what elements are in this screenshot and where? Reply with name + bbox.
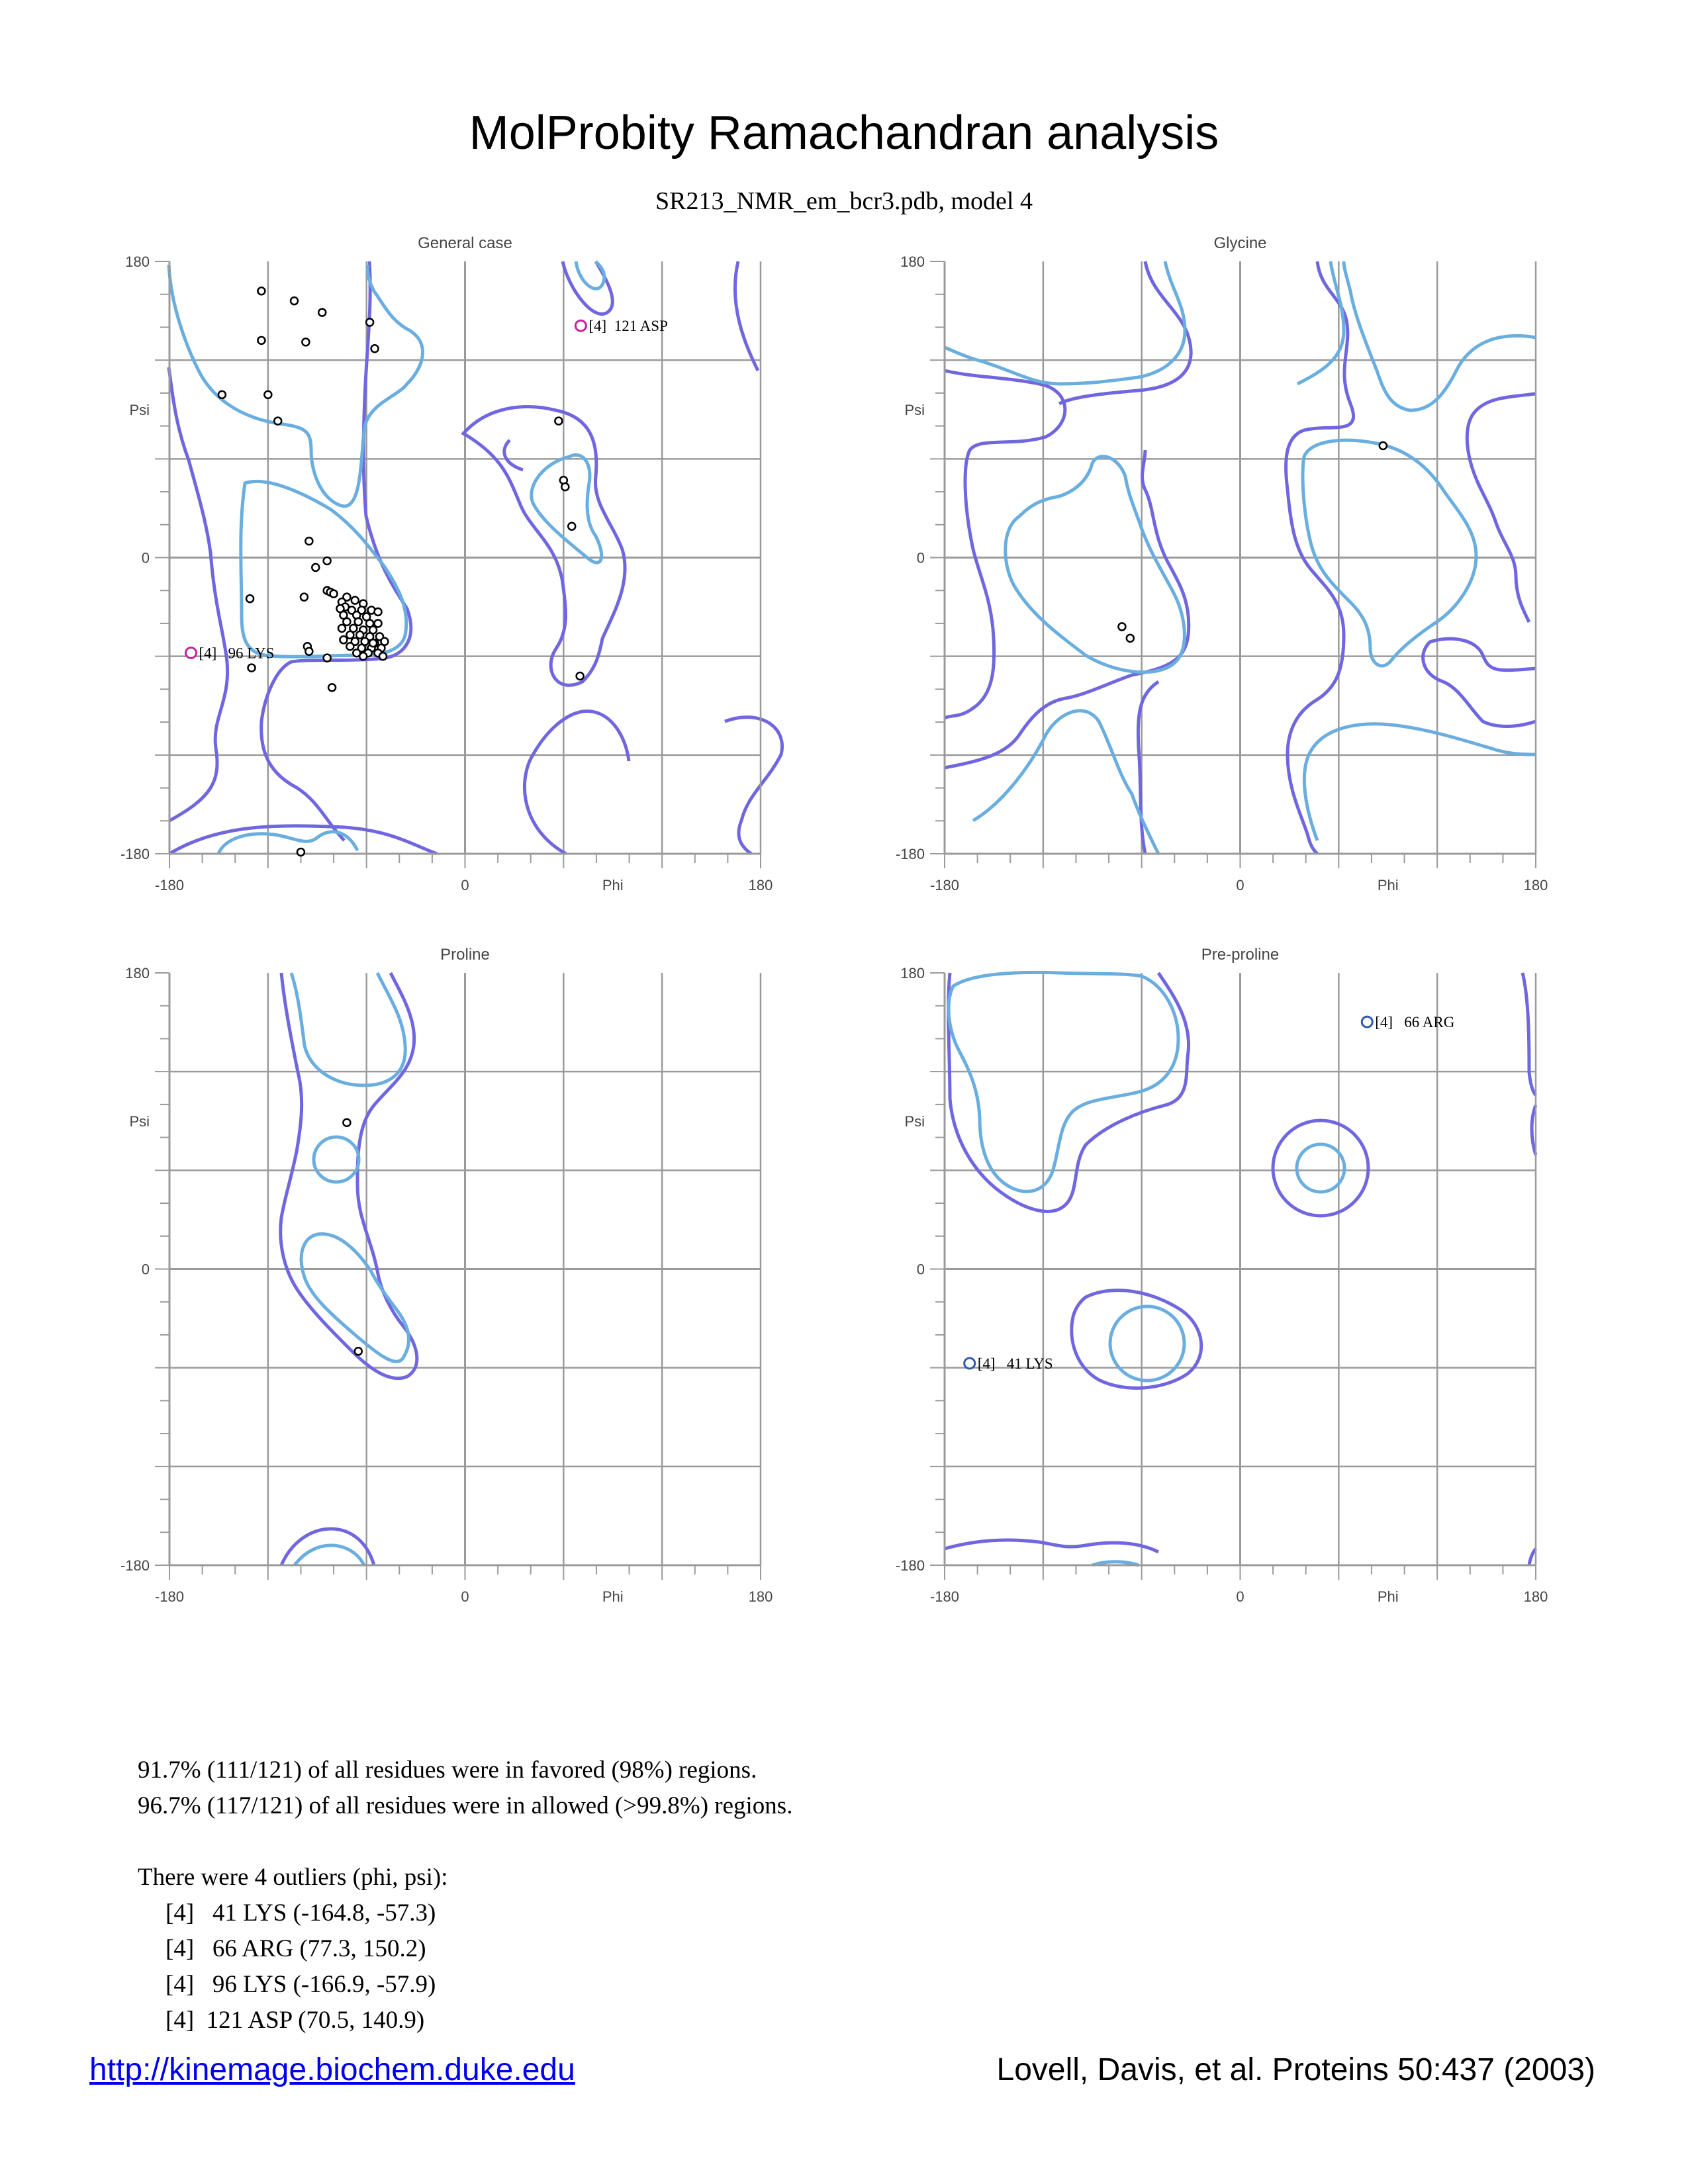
kinemage-link[interactable]: http://kinemage.biochem.duke.edu — [89, 2052, 575, 2087]
grid-lines — [169, 261, 761, 854]
outlier-item: [4] 66 ARG (77.3, 150.2) — [165, 1935, 426, 1962]
residue-point — [381, 638, 388, 645]
residue-point — [246, 595, 254, 602]
panel-title: General case — [418, 234, 512, 252]
residue-point — [312, 564, 319, 571]
plot-proline — [120, 946, 773, 1605]
residue-point — [1118, 623, 1125, 630]
residue-point — [330, 590, 338, 598]
x-tick-label: 0 — [1236, 1588, 1244, 1605]
residue-point — [355, 618, 362, 625]
residue-point — [305, 648, 312, 655]
residue-point — [371, 345, 379, 352]
outlier-point — [575, 320, 586, 331]
x-axis-label: Phi — [1377, 877, 1399, 893]
residue-point — [352, 597, 359, 604]
residue-point — [274, 418, 281, 425]
outlier-label: [4] 96 LYS — [199, 645, 275, 662]
residue-point — [258, 287, 265, 295]
residue-point — [555, 418, 562, 425]
x-tick-label: -180 — [154, 1588, 185, 1605]
outlier-point — [1362, 1017, 1372, 1027]
residue-point — [1127, 635, 1134, 642]
residue-point — [297, 848, 305, 856]
x-axis-label: Phi — [602, 877, 624, 893]
outlier-label: [4] 41 LYS — [977, 1355, 1053, 1372]
x-tick-label: 180 — [748, 1588, 773, 1605]
residue-point — [343, 618, 350, 625]
summary-block — [138, 1752, 792, 2038]
residue-point — [248, 664, 256, 672]
y-tick-label: 180 — [900, 253, 925, 270]
y-tick-label: 180 — [125, 253, 150, 270]
residue-point — [338, 625, 346, 632]
residue-point — [375, 608, 382, 615]
residue-point — [359, 653, 367, 660]
y-axis-label: Psi — [129, 1113, 150, 1130]
outlier-item: [4] 96 LYS (-166.9, -57.9) — [165, 1971, 436, 1998]
y-tick-label: 0 — [916, 549, 925, 567]
y-tick-label: 180 — [125, 965, 150, 981]
y-axis-label: Psi — [129, 401, 150, 418]
y-tick-label: 0 — [141, 1261, 150, 1278]
y-tick-label: 0 — [916, 1261, 925, 1278]
y-axis-label: Psi — [904, 1113, 925, 1130]
residue-point — [305, 537, 312, 545]
panel-title: Pre-proline — [1201, 946, 1280, 964]
residue-point — [346, 643, 353, 650]
residue-point — [375, 619, 382, 627]
outlier-label: [4] 66 ARG — [1375, 1014, 1455, 1031]
x-tick-label: -180 — [154, 877, 185, 893]
outlier-point — [964, 1358, 975, 1369]
residue-point — [324, 655, 331, 662]
x-tick-label: 180 — [748, 877, 773, 893]
residue-point — [328, 684, 336, 691]
x-tick-label: 0 — [1236, 877, 1244, 893]
outliers-header: There were 4 outliers (phi, psi): — [138, 1864, 448, 1891]
residue-point — [366, 318, 373, 326]
x-tick-label: 0 — [461, 877, 469, 893]
residue-point — [1380, 442, 1387, 449]
y-tick-label: -180 — [120, 846, 150, 862]
x-axis-label: Phi — [602, 1588, 624, 1605]
residue-point — [379, 653, 387, 660]
allowed-summary: 96.7% (117/121) of all residues were in allowed (>99.8%) regions. — [138, 1792, 793, 1819]
residue-point — [340, 636, 347, 643]
x-tick-label: 0 — [461, 1588, 469, 1605]
residue-point — [577, 672, 584, 680]
residue-point — [346, 631, 353, 639]
page-title: MolProbity Ramachandran analysis — [469, 107, 1219, 159]
y-tick-label: -180 — [120, 1557, 150, 1574]
grid-lines — [945, 261, 1536, 854]
residue-point — [301, 594, 308, 601]
y-tick-label: 180 — [900, 965, 925, 981]
residue-point — [561, 483, 569, 490]
plot-pre-proline — [896, 946, 1548, 1605]
outlier-label: [4] 121 ASP — [588, 318, 668, 335]
residue-point — [218, 391, 226, 398]
residue-point — [568, 523, 575, 530]
spacer — [138, 1824, 792, 1860]
y-tick-label: -180 — [895, 1557, 925, 1574]
residue-point — [356, 631, 363, 639]
page-subtitle: SR213_NMR_em_bcr3.pdb, model 4 — [655, 187, 1033, 215]
residue-point — [324, 557, 331, 565]
plot-general-case — [120, 234, 782, 893]
outlier-point — [185, 647, 196, 658]
grid-lines — [945, 973, 1536, 1565]
y-axis-label: Psi — [904, 401, 925, 418]
x-tick-label: 180 — [1523, 877, 1548, 893]
x-axis-label: Phi — [1377, 1588, 1399, 1605]
residue-point — [355, 1347, 362, 1355]
favored-summary: 91.7% (111/121) of all residues were in favored (98%) regions. — [138, 1756, 757, 1784]
plot-glycine — [896, 234, 1548, 893]
y-tick-label: 0 — [141, 549, 150, 567]
residue-point — [291, 297, 298, 304]
citation: Lovell, Davis, et al. Proteins 50:437 (2003) — [996, 2052, 1595, 2087]
outlier-item: [4] 121 ASP (70.5, 140.9) — [165, 2007, 425, 2034]
residue-point — [343, 1119, 350, 1126]
residue-point — [318, 309, 326, 316]
grid-lines — [169, 973, 761, 1565]
y-tick-label: -180 — [895, 846, 925, 862]
x-tick-label: -180 — [929, 877, 960, 893]
panel-title: Proline — [440, 946, 490, 964]
panel-title: Glycine — [1213, 234, 1267, 252]
x-tick-label: -180 — [929, 1588, 960, 1605]
residue-point — [369, 639, 377, 647]
outlier-item: [4] 41 LYS (-164.8, -57.3) — [165, 1899, 436, 1927]
x-tick-label: 180 — [1523, 1588, 1548, 1605]
residue-point — [302, 338, 309, 345]
residue-point — [258, 337, 265, 344]
residue-point — [264, 391, 271, 398]
